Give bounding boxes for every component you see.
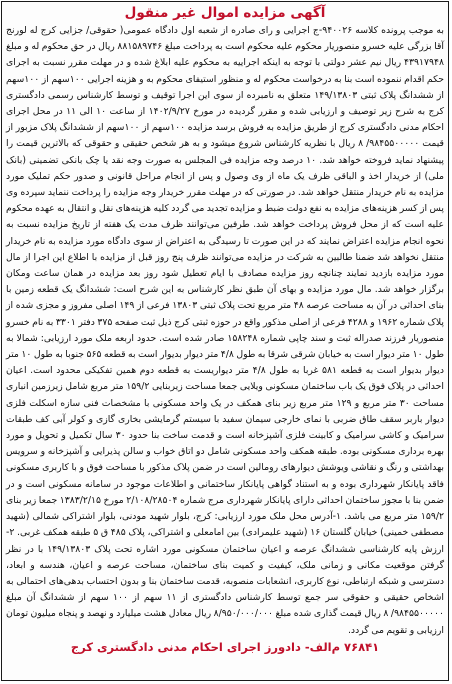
auction-notice: [1, 1, 449, 681]
notice-title: آگهی مزایده اموال غیر منقول: [124, 5, 326, 21]
notice-footer: ۷۶۸۴۱ م‌الف- دادورز اجرای احکام مدنی دادگستری کرج: [70, 639, 380, 654]
notice-body: به موجب پرونده کلاسه ۹۴۰۰۲۶-ج اجرایی و رای صادره از شعبه اول دادگاه عمومی( حقوقی/ جزایی کرج له لورنج آقا بزرگی علیه خسرو منصوریار محکوم علیه محکوم است به پرداخت مبلغ ۸۸۱۵۸۹۷۴۶ ریال در حق محکوم له و مبلغ ۴۳۹۱۷۹۴۸ ریال نیم عشر دولتی با توجه به اینکه اجراییه به محکوم علیه ابلاغ شده و در مهلت مقرر نسبت به اجرای حکم اقدام ننموده است بنا به درخواست محکوم له و منظور استیفای محکوم به و هزینه اجرایی ۱۰۰سهم از ۱۰۰سهم از ششدانگ پلاک ثبتی ۱۴۹/۱۳۸۰۳ متعلق به نامبرده از سوی این اجرا توقیف و توسط کارشناس رسمی دادگستری کرج به شرح زیر توصیف و ارزیابی شده و مقرر گردیده در مورخ ۱۴۰۲/۹/۲۷ از ساعت ۱۰ الی ۱۱ در محل اجرای احکام مدنی دادگستری کرج از طریق مزایده به فروش برسد مزایده ۱۰۰سهم از ۱۰۰سهم از ششدانگ پلاک مزبور از قیمت ۹۸۴۵۵۰۰۰۰۰/ ۸ ریال با نظریه کارشناس شروع میشود و به هر شخص حقیقی و حقوقی که بالاترین قیمت را پیشنهاد نماید فروخته خواهد شد. ۱۰ درصد وجه مزایده فی المجلس به صورت وجه نقد یا چک بانکی تضمینی (بانک ملی) از خریدار اخذ و الباقی ظرف یک ماه از وی وصول و پس از انجام مراحل قانونی و صدور حکم تملیک مورد مزایده به نام خریدار منتقل خواهد شد. در صورتی که در مهلت مقرر خریدار وجه مزایده را پرداخت ننماید سپرده وی پس از کسر هزینه‌های مزایده به نفع دولت ضبط و مزایده تجدید می گردد کلیه هزینه‌های نقل و انتقال به عهده محکوم علیه است که از محل فروش پرداخت خواهد شد. طرفین می‌توانند ظرف مدت یک هفته از تاریخ مزایده نسبت به نحوه انجام مزایده اعتراض نمایند که در این صورت تا رسیدگی به اعتراض از سوی دادگاه مورد مزایده به نام خریدار منتقل نخواهد شد ضمنا طالبین به شرکت در مزایده می‌توانند ظرف پنج روز قبل از مزایده با اطلاع این اجرا از مال مورد مزایده بازدید نمایند چنانچه روز مزایده مصادف با ایام تعطیل شود روز بعد مزایده در همان ساعت ومکان برگزار خواهد شد. مال مورد مزایده و بهای آن طبق نظر کارشناس به این شرح است: ششدانگ یک قطعه زمین با بنای احداثی در آن به مساحت عرصه ۴۸ متر مربع تحت پلاک ثبتی ۱۳۸۰۳ فرعی از ۱۴۹ اصلی مفروز و مجزی شده از پلاک شماره ۱۹۶۲ و ۴۲۸۸ فرعی از اصلی مذکور واقع در حوزه ثبتی کرج ذیل ثبت صفحه ۳۷۵ دفتر ۳۳۰۱ به نام خسرو منصوریار فرزند صدراله ثبت و سند چاپی شماره ۱۵۸۲۴۸ صادر شده است. حدود اربعه ملک مورد ارزیابی: شمالا به طول ۱۰ متر دیوار است به خیابان شرقی شرقا به طول ۴/۸ متر دیوار بدیوار است به قطعه ۵۶۵ جنوبا به طول ۱۰ متر دیوار بدیوار است به قطعه ۵۸۱ غربا به طول ۴/۸ متر دیواریست به قطعه دوم همین تفکیکی محدود است. اعیان احداثی در پلاک فوق یک باب ساختمان مسکونی ویلایی جمعا مساحت زیربنایی ۱۵۹/۲ متر مربع شامل زیرزمین انباری مساحت ۳۰ متر مربع و ۱۲۹ متر مربع زیر بنای همکف در یک واحد مسکونی با مشخصات فنی سازه اسکلت فلزی دیوار باربر سقف طاق ضربی با نمای خارجی سیمان سفید با سیستم گرمایشی بخاری گازی و کولر آبی کف طبقات سرامیک و کاشی سرامیک و کابینت فلزی آشپزخانه است و قدمت ساخت بنا حدود ۳۰ سال تکمیل و تحویل و مورد بهره برداری مسکونی بوده. طبقه همکف واحد مسکونی شامل دو اتاق خواب و سالن پذیرایی و آشپزخانه و سرویس بهداشتی و رنگ و نقاشی ویوشش دیوارهای رومالین است در ضمن پلاک مذکور با مساحت فوق و با کاربری مسکونی فاقد پایانکار شهرداری بوده و به استناد گواهی پایانکار ساختمانی و اطلاعات موجود در سامانه مسکونی است و در ضمن بنا با مجوز ساختمان احداثی دارای پایانکار شهرداری مرج شماره ۲/۱۰۸/۲۸۵۰۴ مورخ ۱۳۸۳/۲/۱۵ جمعا زیر بنای ۱۵۹/۲ متر مربع می باشد. ۱-آدرس محل ملک مورد ارزیابی: کرج، بلوار شهید مودنی، بلوار اشتراکی شمالی (شهید مصطفی خمینی) خیابان گلستان ۱۶ (شهید علیمرادی) بین امامعلی و اشتراکی، پلاک ۴۸۵ ق ۵ طبقه همکف غربی. ۲-ارزش پایه کارشناسی ششدانگ عرصه و اعیان ساختمان مسکونی مورد اشاره تحت پلاک ۱۴۹/۱۳۸۰۳ با در نظر گرفتن موقعیت مکانی و زمانی ملک، کیفیت و کمیت بنای ساختمان، مساحت عرصه و اعیان، هندسه و ابعاد، دسترسی و شبکه ارتباطی، نوع کاربری، انشعابات منصوبه، قدمت ساختمان بنا و بدون احتساب بدهی‌های احتمالی به اشخاص حقیقی و حقوقی سر جمع توسط کارشناس دادگستری از ۱۱ سهم از ۱۰۰ سهم از ششدانگ آن مبلغ ۹۸۴۵۵۰۰۰۰۰/ ۸ ریال قیمت گذاری شده مبلغ ۸/۹۵۰/۰۰۰/۰۰۰ ریال معادل هشت میلیارد و نهصد و پنجاه میلیون تومان ارزیابی و تقویم می گردد.: [6, 25, 445, 636]
